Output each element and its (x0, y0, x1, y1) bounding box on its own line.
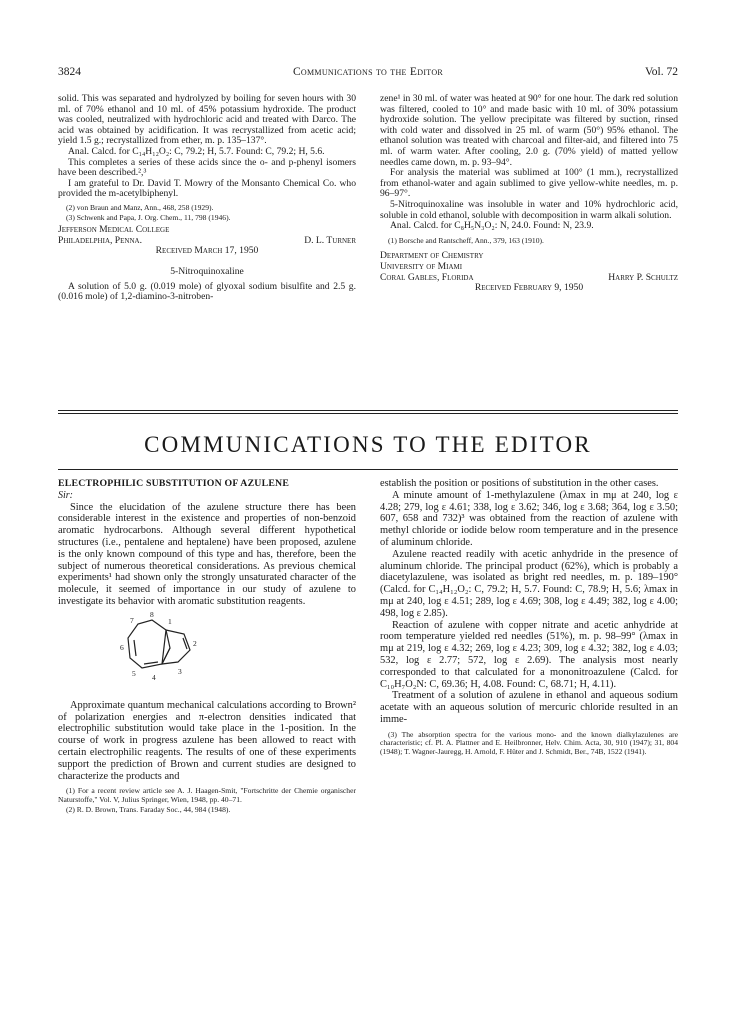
page-number: 3824 (58, 66, 81, 78)
analysis-paragraph: Anal. Calcd. for C₈H₅N₃O₂: N, 24.0. Found: N, 23.9. (390, 220, 594, 232)
footnote: (3) The absorption spectra for the various mono- and the known dialkylazulenes are characteristic; cf. Pl. A. Plattner and E. Heilbronner, Helv. Chim. Acta, 30, 910 (1947); 31, 804 (1948); T. Wagner-Jauregg, H. Arnold, F. Hüter and J. Schmidt, Ber., 74B, 1522 (1941). (380, 729, 678, 756)
position-label: 1 (168, 616, 172, 626)
received-date: Received February 9, 1950 (474, 282, 584, 294)
footnote: (2) R. D. Brown, Trans. Faraday Soc., 44, 984 (1948). (66, 804, 231, 814)
double-bond (144, 662, 158, 664)
footnotes (380, 731, 678, 757)
paragraph: Azulene reacted readily with acetic anhydride in the presence of aluminum chloride. The principal product (62%), which is probably a diacetylazulene, was isolated as bright red needles, m. p. 189–190° (Calcd. for C₁₄H₁₂O₂: C, 79.2; H, 5.7. Found: C, 78.9; H, 5.6; λmax in mμ at 240, log ε 4.51; 289, log ε 4.69; 308, log ε 4.49; 382, log ε 4.00; 498, log ε 2.85). (380, 548, 678, 619)
footnote: (2) von Braun and Manz, Ann., 468, 258 (1929). (66, 202, 214, 212)
footnote: (1) Borsche and Rantscheff, Ann., 379, 163 (1910). (388, 235, 544, 245)
affiliation-line: Department of Chemistry (380, 250, 484, 262)
azulene-structure-drawing (94, 608, 224, 700)
paragraph: Reaction of azulene with copper nitrate and acetic anhydride at room temperature yielded red needles (51%), m. p. 98–99° (λmax in mμ at 219, log ε 4.32; 269, log ε 4.23; 309, log ε 4.32; 382, log ε 4.03; 532, log ε 2.77; 572, log ε 2.69). The analysis most nearly corresponded to that calculated for a mononitroazulene (Calcd. for C₁₀H₇O₂N: C, 69.36; H, 4.08. Found: C, 68.71; H, 4.11). (380, 619, 678, 690)
paragraph: zene¹ in 30 ml. of water was heated at 90° for one hour. The dark red solution was filtered, cooled to 10° and made basic with 10 ml. of 30% potassium hydroxide solution. The yellow precipitate was filtered by suction, rinsed with cold water and dissolved in 25 ml. of warm (50°) 95% ethanol. The ethanol solution was treated with charcoal and filter-aid, and filtered into 75 ml. of warm water. After cooling, 2.0 g. (70% yield) of matted yellow needles came down, m. p. 93–94°. (380, 93, 678, 168)
salutation: Sir: (58, 489, 73, 501)
position-label: 8 (150, 609, 154, 619)
section-banner: COMMUNICATIONS TO THE EDITOR (144, 432, 592, 457)
volume-label: Vol. 72 (644, 66, 678, 78)
azulene-structure (58, 608, 356, 700)
footnote: (1) For a recent review article see A. J. Haagen-Smit, "Fortschritte der Chemie organischer Naturstoffe," Vol. V, Julius Springer, Wien, 1948, pp. 40–71. (58, 786, 356, 804)
double-bond (134, 640, 136, 656)
paragraph: solid. This was separated and hydrolyzed by boiling for seven hours with 30 ml. of 70% ethanol and 10 ml. of 45% potassium hydroxide. The product was cooled, neutralized with hydrochloric acid and treated with Darco. The acid was obtained by acidification. It was recrystallized from acetic acid; yield 1.5 g.; recrystallized from ether, m. p. 135–137°. (58, 93, 356, 147)
affiliation-line: University of Miami (380, 260, 463, 272)
section-rule (58, 410, 678, 411)
author-name: Harry P. Schultz (608, 271, 678, 283)
acknowledgment: I am grateful to Dr. David T. Mowry of the Monsanto Chemical Co. who provided the m-acetylbiphenyl. (58, 177, 356, 200)
affiliation-line: Coral Gables, Florida (380, 271, 474, 283)
position-label: 2 (193, 638, 197, 648)
subtitle: 5-Nitroquinoxaline (170, 265, 244, 277)
footnotes (380, 237, 678, 246)
affiliation-line: Jefferson Medical College (58, 224, 170, 236)
article-title: ELECTROPHILIC SUBSTITUTION OF AZULENE (58, 478, 290, 489)
footnote: (3) Schwenk and Papa, J. Org. Chem., 11, 798 (1946). (66, 212, 231, 222)
section-rule (58, 413, 678, 414)
paragraph: Approximate quantum mechanical calculations according to Brown² of polarization energies and π-electron densities indicated that electrophilic substitution would take place in the 1-position. In the course of work in progress azulene has been allowed to react with certain electrophilic reagents. The results of one of these experiments support the prediction of Brown and current studies are designed to characterize the products and (58, 699, 356, 782)
paragraph: A solution of 5.0 g. (0.019 mole) of glyoxal sodium bisulfite and 2.5 g. (0.016 mole) of 1,2-diamino-3-nitroben- (58, 280, 356, 303)
position-label: 4 (152, 672, 156, 682)
received-date: Received March 17, 1950 (155, 245, 259, 257)
position-label: 3 (178, 666, 182, 676)
paragraph: For analysis the material was sublimed at 100° (1 mm.), recrystallized from ethanol-water and again sublimed to give yellow-white needles, m. p. 96–97°. (380, 167, 678, 200)
section-rule (58, 469, 678, 470)
affiliation-block (380, 251, 678, 293)
article-left-column (58, 478, 356, 815)
paragraph: This completes a series of these acids since the o- and p-phenyl isomers have been described.²,³ (58, 156, 356, 179)
top-right-column (380, 94, 678, 294)
affiliation-line: Philadelphia, Penna. (58, 234, 142, 246)
analysis-paragraph: Anal. Calcd. for C₁₄H₁₂O₂: C, 79.2; H, 5.7. Found: C, 79.2; H, 5.6. (68, 145, 325, 157)
article-right-column (380, 478, 678, 758)
footnotes (58, 204, 356, 222)
running-title: Communications to the Editor (292, 66, 444, 78)
position-label: 7 (130, 615, 134, 625)
author-name: D. L. Turner (304, 234, 356, 246)
top-left-column (58, 94, 356, 303)
position-label: 6 (120, 642, 124, 652)
affiliation-block (58, 225, 356, 257)
paragraph: Treatment of a solution of azulene in ethanol and aqueous sodium acetate with an aqueous solution of mercuric chloride resulted in an imme- (380, 690, 678, 725)
footnotes (58, 787, 356, 814)
position-label: 5 (132, 668, 136, 678)
page-header (58, 66, 678, 80)
paragraph: establish the position or positions of substitution in the other cases. (380, 478, 659, 489)
paragraph: 5-Nitroquinoxaline was insoluble in water and 10% hydrochloric acid, soluble in cold ethanol, soluble with decomposition in warm alkali solution. (380, 198, 678, 221)
paragraph: Since the elucidation of the azulene structure there has been considerable interest in the existence and properties of non-benzoid aromatic hydrocarbons. Although several different hypothetical structures (i.e., pentalene and heptalene) have been proposed, azulene is the only known compound of this type and has, therefore, been the subject of numerous theoretical considerations. As previous chemical experiments¹ had shown only the strongly unsaturated character of the molecule, it seemed of importance in our study of azulene to investigate its behavior with aromatic substitution reagents. (58, 501, 356, 607)
paragraph: A minute amount of 1-methylazulene (λmax in mμ at 240, log ε 4.28; 279, log ε 4.61; 338, log ε 3.62; 346, log ε 3.68; 364, log ε 3.50; 607, 658 and 732)³ was obtained from the reaction of azulene with methyl chloride or iodide below room temperature and in the presence of aluminum chloride. (380, 489, 678, 548)
